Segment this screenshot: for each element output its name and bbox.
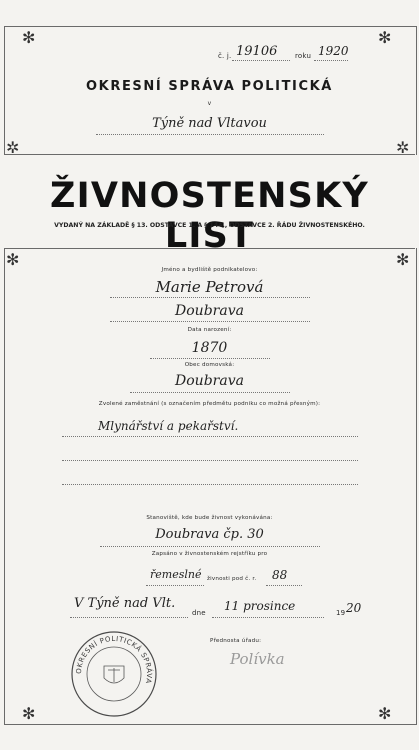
register-mid-label: živnosti pod č. r.	[207, 576, 257, 582]
date-label: dne	[192, 609, 206, 617]
location-label: Stanoviště, kde bude živnost vykonávána:	[146, 515, 273, 521]
office-preposition: v	[207, 100, 212, 107]
reference-label: č. j.	[218, 52, 232, 60]
register-type: řemeslné	[150, 568, 202, 581]
corner-ornament-icon: ✻	[22, 28, 36, 47]
corner-ornament-icon: ✻	[378, 28, 392, 47]
trade-line-3	[62, 484, 358, 485]
signature: Polívka	[230, 650, 285, 668]
year-value: 1920	[318, 44, 349, 58]
domicile-label: Obec domovská:	[184, 362, 235, 368]
trade-value: Mlynářství a pekařství.	[98, 419, 239, 433]
issue-date: 11 prosince	[224, 599, 296, 613]
trade-line-1	[62, 436, 358, 437]
corner-ornament-icon: ✲	[396, 138, 410, 157]
register-label: Zapsáno v živnostenském rejstříku pro	[151, 551, 268, 557]
register-number: 88	[272, 568, 288, 582]
stamp-text: OKRESNÍ POLITICKÁ SPRÁVA	[74, 634, 154, 685]
year-label: roku	[295, 52, 312, 60]
domicile-value: Doubrava	[175, 373, 244, 389]
residence-value: Doubrava	[175, 303, 244, 319]
issue-place: V Týně nad Vlt.	[74, 596, 176, 611]
office-place-line	[96, 134, 324, 135]
reference-number: 19106	[236, 44, 278, 59]
name-label: Jméno a bydliště podnikatelovo:	[161, 267, 258, 273]
document-subtitle: VYDANÝ NA ZÁKLADĚ § 13. ODSTAVCE 1. A § 144., ODSTAVCE 2. ŘÁDU ŽIVNOSTENSKÉHO.	[54, 222, 365, 229]
office-title: OKRESNÍ SPRÁVA POLITICKÁ	[86, 79, 333, 94]
date-line	[212, 617, 324, 618]
trade-label: Zvolené zaměstnání (s označením předmětu podniku co možná přesným):	[98, 401, 321, 407]
birth-label: Data narození:	[187, 327, 232, 333]
official-stamp	[68, 628, 160, 720]
office-place: Týně nad Vltavou	[152, 116, 267, 131]
year-line	[314, 60, 348, 61]
trade-line-2	[62, 460, 358, 461]
place-line	[70, 617, 188, 618]
register-type-line	[146, 585, 204, 586]
birth-value: 1870	[191, 340, 228, 356]
coat-of-arms-icon	[104, 666, 124, 683]
location-value: Doubrava čp. 30	[155, 527, 264, 542]
corner-ornament-icon: ✻	[396, 250, 410, 269]
location-line	[100, 546, 320, 547]
domicile-line	[130, 392, 290, 393]
header-divider	[4, 154, 415, 155]
name-value: Marie Petrová	[155, 278, 264, 296]
corner-ornament-icon: ✲	[6, 138, 20, 157]
corner-ornament-icon: ✻	[378, 704, 392, 723]
register-number-line	[266, 585, 302, 586]
birth-line	[150, 358, 270, 359]
corner-ornament-icon: ✻	[6, 250, 20, 269]
head-label: Přednosta úřadu:	[210, 638, 262, 644]
year-prefix: 19	[336, 609, 346, 617]
corner-ornament-icon: ✻	[22, 704, 36, 723]
document-title: ŽIVNOSTENSKÝ LIST	[50, 176, 369, 256]
body-frame	[4, 248, 417, 725]
name-line	[110, 297, 310, 298]
issue-year: 20	[346, 601, 362, 615]
reference-line	[232, 60, 290, 61]
residence-line	[110, 321, 310, 322]
